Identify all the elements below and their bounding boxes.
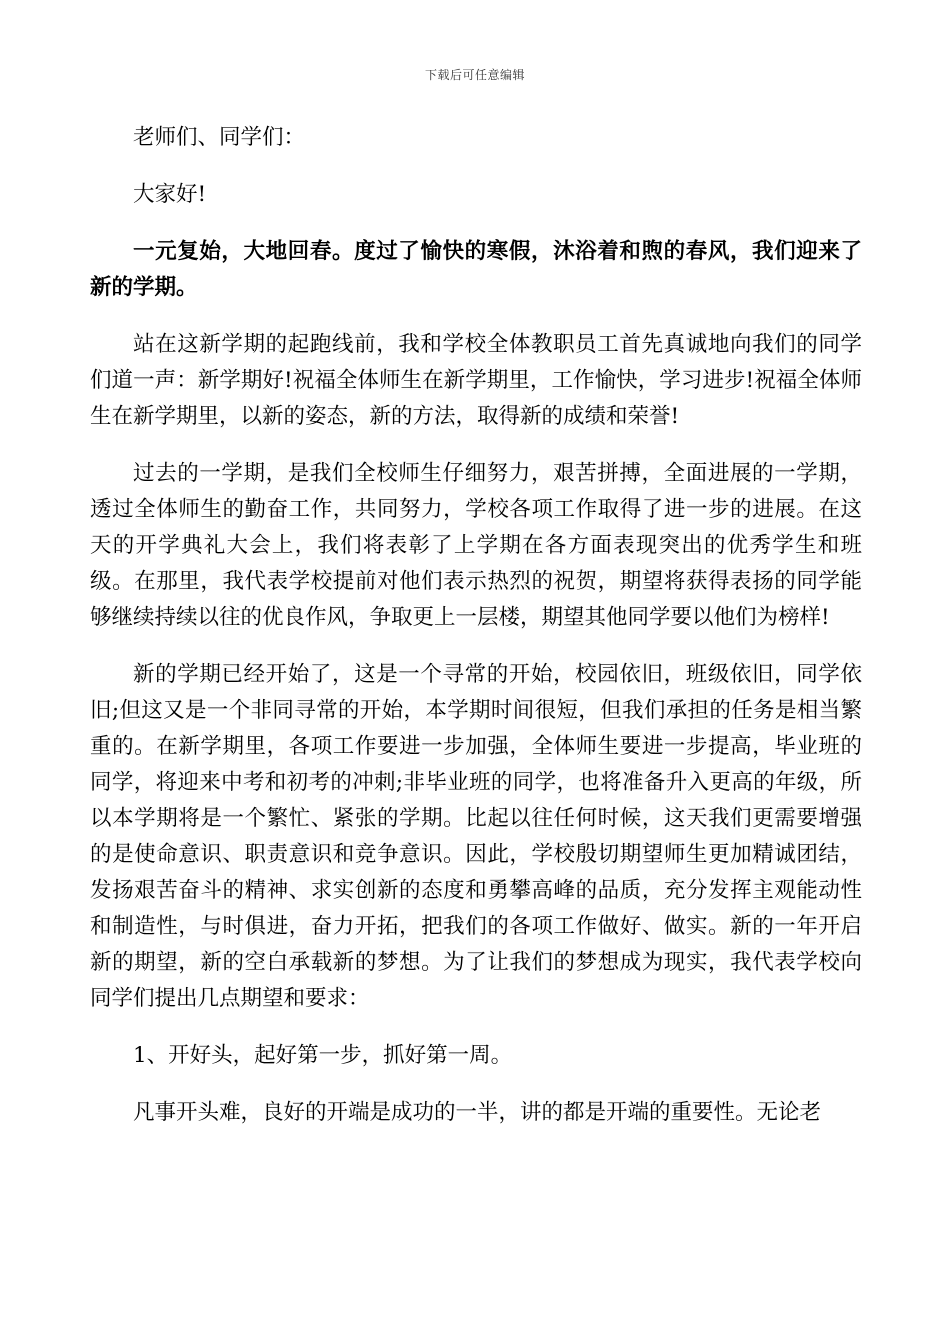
- salutation: 老师们、同学们：: [133, 125, 306, 150]
- document-body: [90, 120, 862, 1131]
- list-item-1: 1、开好头，起好第一步，抓好第一周。: [133, 1043, 513, 1068]
- paragraph-last-semester-review: 过去的一学期，是我们全校师生仔细努力，艰苦拼搏，全面进展的一学期，透过全体师生的勤奋工作，共同努力，学校各项工作取得了进一步的进展。在这天的开学典礼大会上，我们将表彰了上学期在各方面表现突出的优秀学生和班级。在那里，我代表学校提前对他们表示热烈的祝贺，期望将获得表扬的同学能够继续持续以往的优良作风，争取更上一层楼，期望其他同学要以他们为榜样!: [90, 461, 862, 630]
- paragraph-new-semester-tasks: 新的学期已经开始了，这是一个寻常的开始，校园依旧，班级依旧，同学依旧;但这又是一个非同寻常的开始，本学期时间很短，但我们承担的任务是相当繁重的。在新学期里，各项工作要进一步加强，全体师生要进一步提高，毕业班的同学，将迎来中考和初考的冲刺;非毕业班的同学，也将准备升入更高的年级，所以本学期将是一个繁忙、紧张的学期。比起以往任何时候，这天我们更需要增强的是使命意识、职责意识和竞争意识。因此，学校殷切期望师生更加精诚团结，发扬艰苦奋斗的精神、求实创新的态度和勇攀高峰的品质，充分发挥主观能动性和制造性，与时俱进，奋力开拓，把我们的各项工作做好、做实。新的一年开启新的期望，新的空白承载新的梦想。为了让我们的梦想成为现实，我代表学校向同学们提出几点期望和要求：: [90, 662, 862, 1011]
- opening-paragraph: 一元复始，大地回春。度过了愉快的寒假，沐浴着和煦的春风，我们迎来了新的学期。: [90, 239, 862, 300]
- greeting: 大家好!: [133, 182, 207, 207]
- paragraph-good-start: 凡事开头难，良好的开端是成功的一半，讲的都是开端的重要性。无论老: [133, 1100, 822, 1125]
- paragraph-new-semester-wishes: 站在这新学期的起跑线前，我和学校全体教职员工首先真诚地向我们的同学们道一声：新学期好!祝福全体师生在新学期里，工作愉快，学习进步!祝福全体师生在新学期里，以新的姿态，新的方法，取得新的成绩和荣誉!: [90, 332, 862, 429]
- page-header: 下载后可任意编辑: [424, 68, 525, 82]
